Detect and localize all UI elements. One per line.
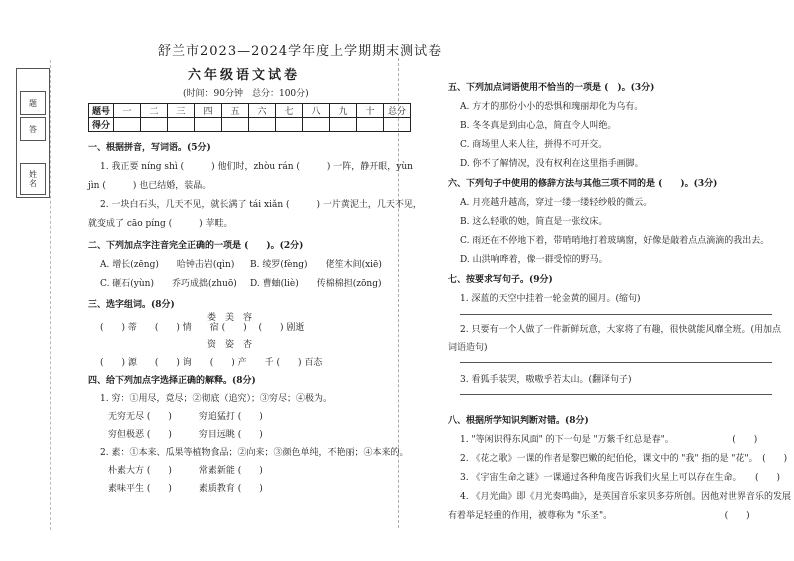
q2-option-b: B. 绫罗(fèng) 佬笙木间(xiē)	[250, 260, 382, 270]
score-input-cell[interactable]	[249, 118, 276, 132]
q8-item-4a: 4. 《月光曲》即《月光奏鸣曲》，是英国音乐家贝多芬所创。因他对世界音乐的发展	[460, 492, 791, 502]
q7-1-answer-line[interactable]	[460, 314, 772, 315]
q7-2-prompt-a: 2. 只要有一个人做了一件新鲜玩意，大家将了有趣，很快就能风靡全班。(用加点	[460, 325, 781, 335]
score-input-cell[interactable]	[141, 118, 168, 132]
exam-title: 舒兰市2023—2024学年度上学期期末测试卷	[158, 44, 443, 59]
sidebar-label-1: 题	[28, 98, 38, 108]
score-cell: 二	[141, 104, 168, 118]
q6-option-d: D. 山洪响哗着，像一群受惊的野马。	[460, 255, 608, 265]
sidebar-box-top	[20, 91, 46, 115]
score-cell: 总分	[384, 104, 411, 118]
q6-title: 六、下列句子中使用的修辞方法与其他三项不同的是 ( )。(3分)	[448, 179, 718, 189]
sidebar-box-name	[20, 163, 46, 195]
score-row-label: 得分	[89, 118, 114, 132]
q4-2-items-b: 素味平生 ( ) 素质教育 ( )	[108, 484, 263, 494]
score-table	[88, 103, 411, 132]
score-cell: 八	[303, 104, 330, 118]
score-input-cell[interactable]	[384, 118, 411, 132]
q3-line-2: ( ) 源 ( ) 询 ( ) 产 千 ( ) 百态	[100, 358, 323, 368]
q4-2-definition: 2. 素：①本来、瓜果等植物食品；②向来；③颜色单纯，不艳丽；④本来的。	[100, 448, 409, 458]
q6-option-c: C. 雨还在不停地下着，带哨哨地打着玻璃窗，好像是敲着点点滴滴的我出去。	[460, 236, 770, 246]
q2-option-a: A. 增长(zēng) 哈钟击岩(qìn)	[100, 260, 235, 270]
q1-title: 一、根据拼音，写词语。(5分)	[88, 143, 211, 153]
q7-2-answer-line[interactable]	[460, 362, 772, 363]
q8-item-1: 1. "等闲识得东风面" 的下一句是 "万紫千红总是春"。 ( )	[460, 435, 758, 445]
q8-item-3: 3. 《宇宙生命之谜》一课通过各种角度告诉我们火星上可以存在生命。 ( )	[460, 473, 780, 483]
score-cell: 一	[114, 104, 141, 118]
q8-item-2: 2. 《花之歌》一课的作者是黎巴嫩的纪伯伦，课文中的 "我" 指的是 "花"。 ( )	[460, 454, 788, 464]
q6-option-b: B. 这么轻歌的她，简直是一张纹床。	[460, 217, 608, 227]
q1-line-1: 1. 我正要 níng shì ( ) 他们时，zhòu rán ( ) 一阵，静开眼，yùn	[100, 162, 413, 172]
score-input-cell[interactable]	[222, 118, 249, 132]
q3-line-1: ( ) 蒂 ( ) 情 宿 ( ) ( ) 剧逝	[100, 323, 305, 333]
q8-item-4b: 有着举足轻重的作用，被尊称为 "乐圣"。 ( )	[448, 511, 750, 521]
q5-title: 五、下列加点词语使用不恰当的一项是 ( )。(3分)	[448, 83, 655, 93]
score-input-cell[interactable]	[114, 118, 141, 132]
fold-line	[50, 60, 52, 530]
q7-2-prompt-b: 词语造句)	[448, 343, 488, 353]
score-input-cell[interactable]	[195, 118, 222, 132]
q2-option-d: D. 曹蚰(liè) 传棉棉担(zōng)	[250, 279, 382, 289]
q3-title: 三、选字组词。(8分)	[88, 300, 175, 310]
q7-3-answer-line[interactable]	[460, 394, 772, 395]
score-input-cell[interactable]	[330, 118, 357, 132]
q4-1-definition: 1. 穷：①用尽，竟尽；②彻底（追究）；③穷尽；④极为。	[100, 394, 332, 404]
score-cell: 四	[195, 104, 222, 118]
q4-title: 四、给下列加点字选择正确的解释。(8分)	[88, 376, 256, 386]
sidebar-box-mid	[20, 117, 46, 141]
q6-option-a: A. 月亮越升越高，穿过一缕一缕轻纱般的微云。	[460, 198, 653, 208]
score-cell: 三	[168, 104, 195, 118]
q5-option-c: C. 商场里人来人往，拼得不可开交。	[460, 140, 608, 150]
q1-line-2: jìn ( ) 也已结婚，装晶。	[88, 181, 212, 191]
q7-1-prompt: 1. 深蓝的天空中挂着一轮金黄的圆月。(缩句)	[460, 294, 641, 304]
q3-group-2: 资 姿 杏	[207, 340, 253, 350]
q2-option-c: C. 砸石(yùn) 乔巧成拙(zhuō)	[100, 279, 237, 289]
q1-line-3: 2. 一块白石头，几天不见，就长满了 tái xiǎn ( ) 一片黄泥土，几天不见，	[100, 200, 422, 210]
score-cell: 九	[330, 104, 357, 118]
q7-3-prompt: 3. 看狐手装哭，嗷嗷乎若太山。(翻译句子)	[460, 375, 632, 385]
q5-option-b: B. 冬冬真是到由心急，简直令人叫绝。	[460, 121, 617, 131]
score-cell: 十	[357, 104, 384, 118]
q8-title: 八、根据所学知识判断对错。(8分)	[448, 416, 589, 426]
score-input-cell[interactable]	[168, 118, 195, 132]
q2-title: 二、下列加点字注音完全正确的一项是 ( )。(2分)	[88, 241, 304, 251]
exam-subtitle: 六年级语文试卷	[188, 68, 301, 83]
q4-2-items-a: 朴素大方 ( ) 常素新能 ( )	[108, 466, 263, 476]
sealing-line-sidebar	[16, 68, 50, 198]
score-input-cell[interactable]	[276, 118, 303, 132]
score-input-cell[interactable]	[303, 118, 330, 132]
score-cell: 五	[222, 104, 249, 118]
score-cell: 六	[249, 104, 276, 118]
q1-line-4: 就变成了 cāo píng ( ) 苹畦。	[88, 219, 233, 229]
sidebar-label-2: 答	[28, 124, 38, 134]
exam-meta: (时间：90分钟 总分：100分)	[183, 89, 309, 99]
score-cell: 题号	[89, 104, 114, 118]
q4-1-items-a: 无穷无尽 ( ) 穷追猛打 ( )	[108, 412, 263, 422]
sidebar-name-label: 姓名	[28, 170, 38, 188]
q3-group-1: 娄 美 容	[207, 313, 253, 323]
score-table-score-row	[89, 118, 411, 132]
q5-option-a: A. 方才的那份小小的恐惧和瑰丽却化为乌有。	[460, 102, 644, 112]
score-cell: 七	[276, 104, 303, 118]
q4-1-items-b: 穷但极恶 ( ) 穷目远眺 ( )	[108, 430, 263, 440]
score-input-cell[interactable]	[357, 118, 384, 132]
q5-option-d: D. 你不了解情况，没有权利在这里指手画脚。	[460, 159, 644, 169]
q7-title: 七、按要求写句子。(9分)	[448, 275, 553, 285]
score-table-header-row	[89, 104, 411, 118]
